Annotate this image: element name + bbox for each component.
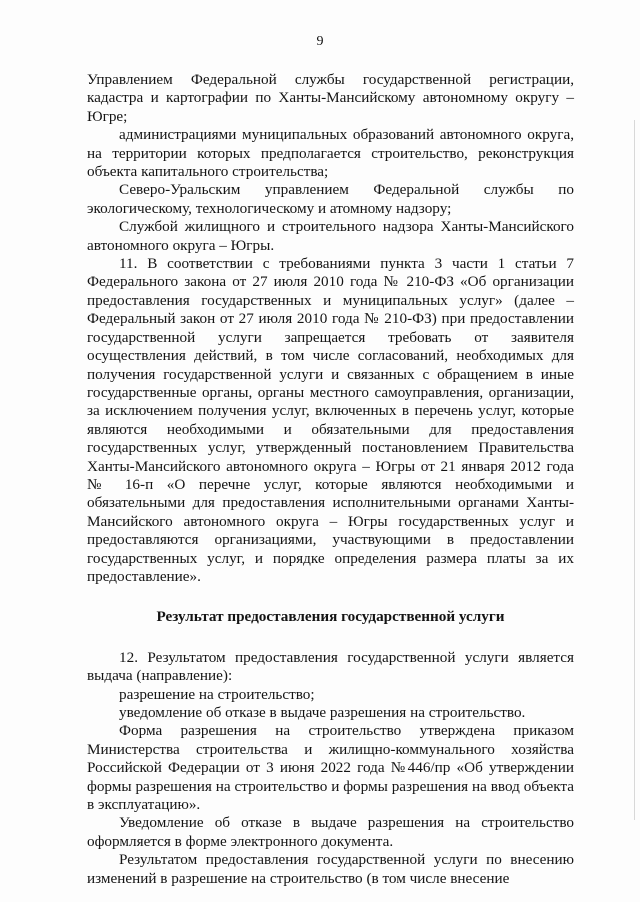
paragraph-housing-supervision: Службой жилищного и строительного надзора Ханты-Мансийского автономного округа – Югры. bbox=[87, 218, 574, 254]
paragraph-electronic-notice: Уведомление об отказе в выдаче разрешения на строительство оформляется в форме электронного документа. bbox=[87, 814, 574, 850]
paragraph-amendments-result: Результатом предоставления государственной услуги по внесению изменений в разрешение на строительство (в том числе внесение bbox=[87, 851, 574, 887]
paragraph-rostekhnadzor: Северо-Уральским управлением Федеральной службы по экологическому, технологическому и атомному надзору; bbox=[87, 181, 574, 217]
paragraph-permit-form: Форма разрешения на строительство утверждена приказом Министерства строительства и жилищно-коммунального хозяйства Российской Федерации от 3 июня 2022 года №446/пр «Об утверждении формы разрешения на строительство и формы разрешения на ввод объекта в эксплуатацию». bbox=[87, 722, 574, 814]
paragraph-item-11: 11. В соответствии с требованиями пункта 3 части 1 статьи 7 Федерального закона от 27 июля 2010 года № 210-ФЗ «Об организации предоставления государственных и муниципальных услуг» (далее – Федеральный закон от 27 июля 2010 года № 210-ФЗ) при предоставлении государственной услуги запрещается требовать от заявителя осуществления действий, в том числе согласований, необходимых для получения государственной услуги и связанных с обращением в иные государственные органы, органы местного самоуправления, организации, за исключением получения услуг, включенных в перечень услуг, которые являются необходимыми и обязательными для предоставления государственных услуг, утвержденный постановлением Правительства Ханты-Мансийского автономного округа – Югры от 21 января 2012 года № 16-п «О перечне услуг, которые являются необходимыми и обязательными для предоставления исполнительными органами Ханты-Мансийского автономного округа – Югры государственных услуг и предоставляются организациями, участвующими в предоставлении государственных услуг, и порядке определения размера платы за их предоставление». bbox=[87, 255, 574, 585]
list-item-refusal-notice: уведомление об отказе в выдаче разрешения на строительство. bbox=[119, 704, 526, 721]
paragraph-municipal-administrations: администрациями муниципальных образований автономного округа, на территории которых предполагается строительство, реконструкция объекта капитального строительства; bbox=[87, 126, 574, 181]
paragraph-rosreestr: Управлением Федеральной службы государственной регистрации, кадастра и картографии по Ханты-Мансийскому автономному округу – Югре; bbox=[87, 71, 574, 125]
section-heading: Результат предоставления государственной услуги bbox=[156, 608, 505, 626]
document-body bbox=[87, 71, 574, 888]
scan-edge-line bbox=[634, 120, 635, 820]
paragraph-item-12: 12. Результатом предоставления государственной услуги является выдача (направление): bbox=[87, 648, 574, 685]
list-item-construction-permit: разрешение на строительство; bbox=[119, 685, 315, 703]
page-number: 9 bbox=[316, 34, 324, 49]
